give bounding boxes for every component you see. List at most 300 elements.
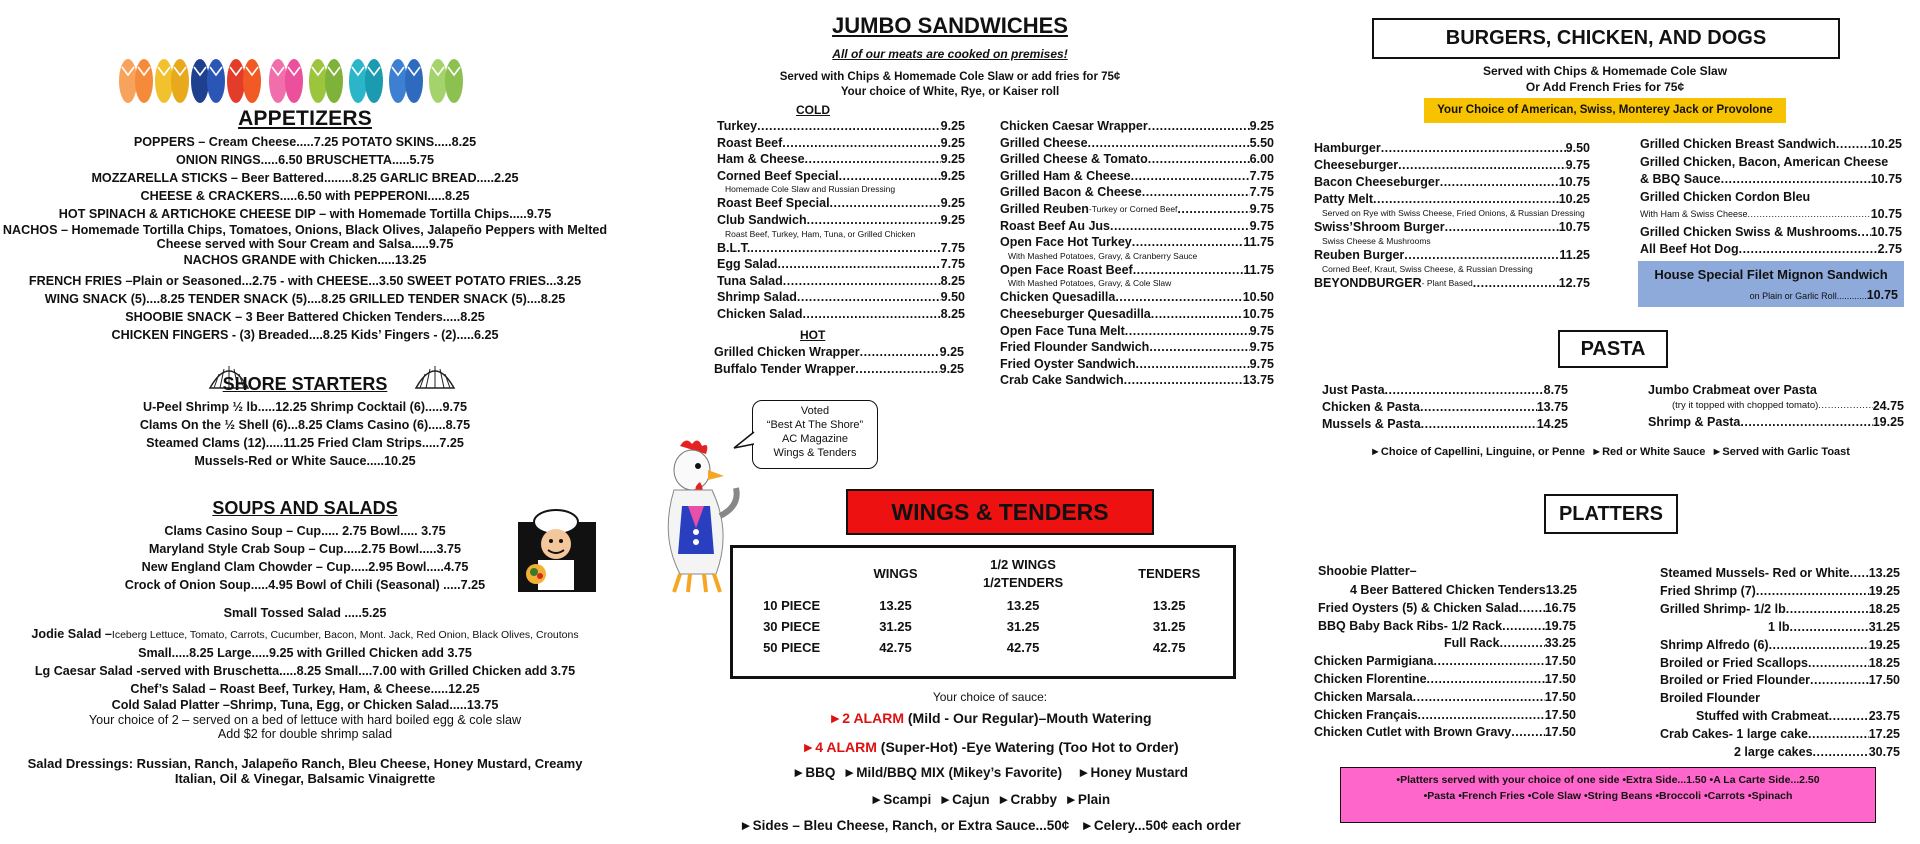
platter-item bbox=[1314, 671, 1576, 689]
sandwich-item bbox=[1000, 356, 1274, 373]
sandwich-item-price: 7.75 bbox=[940, 240, 965, 255]
sandwich-item bbox=[717, 306, 965, 323]
dot-leader bbox=[860, 344, 940, 361]
dot-leader bbox=[1148, 118, 1250, 135]
chicken-item bbox=[1640, 224, 1902, 242]
chicken-item-price: 2.75 bbox=[1877, 242, 1902, 256]
triangle-bullet-icon: ► bbox=[1370, 446, 1381, 458]
salad-line: Small.....8.25 Large.....9.25 with Grilled Chicken add 3.75 bbox=[138, 646, 472, 660]
alarm-4-line bbox=[640, 739, 1340, 755]
sandwich-item bbox=[1000, 323, 1274, 340]
platter-item bbox=[1314, 653, 1576, 671]
appetizer-line: MOZZARELLA STICKS – Beer Battered........8.25 GARLIC BREAD.....2.25 bbox=[91, 171, 519, 185]
burger-item-price: 9.50 bbox=[1565, 141, 1590, 155]
platter-item-price: 17.50 bbox=[1544, 689, 1576, 704]
salad-dressings bbox=[0, 756, 610, 786]
wings-table-row bbox=[733, 616, 1233, 637]
platter-item-price: 13.25 bbox=[1545, 583, 1577, 597]
dot-leader bbox=[1151, 306, 1243, 323]
dot-leader bbox=[1836, 136, 1871, 154]
dot-leader bbox=[1404, 247, 1559, 264]
triangle-bullet-icon: ► bbox=[792, 765, 806, 780]
platter-item-name: Chicken Marsala bbox=[1314, 689, 1413, 704]
dot-leader bbox=[1810, 672, 1869, 690]
sandwich-item-price: 7.75 bbox=[940, 257, 965, 272]
wings-table-box bbox=[730, 545, 1236, 679]
chicken-item-name: With Ham & Swiss Cheese bbox=[1640, 209, 1748, 219]
pasta-title: PASTA bbox=[1558, 330, 1668, 368]
burger-item-name: Hamburger bbox=[1314, 141, 1381, 155]
shore-line: Mussels-Red or White Sauce.....10.25 bbox=[194, 454, 416, 468]
sauces-row-1 bbox=[640, 765, 1340, 780]
alarm-4-desc: (Super-Hot) -Eye Watering (Too Hot to Order) bbox=[876, 739, 1179, 755]
hot-label: HOT bbox=[800, 328, 826, 342]
pasta-item-name: Shrimp & Pasta bbox=[1648, 415, 1741, 429]
seafood-platter-list bbox=[1660, 565, 1900, 762]
wings-table-header-cell: WINGS bbox=[873, 566, 918, 581]
dot-leader bbox=[1857, 224, 1870, 242]
wings-table-cell: 13.25 bbox=[1152, 598, 1186, 613]
dot-leader bbox=[1739, 241, 1878, 259]
sides-option: Sides – Bleu Cheese, Ranch, or Extra Sauce...50¢ bbox=[752, 818, 1070, 833]
sandwich-item-price: 9.25 bbox=[940, 168, 965, 183]
cold-sandwich-list bbox=[717, 118, 965, 323]
soup-line: Crock of Onion Soup.....4.95 Bowl of Chili (Seasonal) .....7.25 bbox=[124, 578, 486, 592]
pasta-item-name: Just Pasta bbox=[1322, 383, 1385, 397]
sandwich-item-price: 10.50 bbox=[1242, 290, 1274, 305]
sandwich-item bbox=[1000, 218, 1274, 235]
burger-item-name: Reuben Burger bbox=[1314, 248, 1405, 262]
sandwich-item-price: 9.25 bbox=[940, 119, 965, 133]
wings-title: WINGS & TENDERS bbox=[846, 489, 1154, 535]
platter-item-name: Crab Cakes- 1 large cake bbox=[1660, 727, 1809, 742]
platter-list bbox=[1314, 582, 1576, 742]
wings-table-cell: 31.25 bbox=[879, 619, 912, 634]
platter-item bbox=[1660, 637, 1900, 655]
appetizers-title: APPETIZERS bbox=[238, 107, 372, 130]
platter-item-name: Chicken Français bbox=[1314, 707, 1418, 722]
dot-leader bbox=[777, 256, 940, 273]
sandwich-item bbox=[717, 118, 965, 135]
platter-item-name: Broiled Flounder bbox=[1660, 691, 1760, 706]
dot-leader bbox=[1473, 275, 1559, 292]
shore-line: Clams On the ½ Shell (6)...8.25 Clams Casino (6).....8.75 bbox=[139, 418, 471, 432]
sandwich-item-price: 13.75 bbox=[1242, 373, 1274, 388]
dot-leader bbox=[1177, 201, 1249, 218]
dot-leader bbox=[1786, 601, 1869, 619]
chicken-item bbox=[1640, 241, 1902, 259]
dot-leader bbox=[1502, 618, 1545, 636]
sandwich-item-price: 9.25 bbox=[940, 212, 965, 227]
chicken-item-name: All Beef Hot Dog bbox=[1640, 242, 1739, 256]
sandwich-item-price: 9.25 bbox=[939, 345, 964, 359]
sandwiches-intro-1: Served with Chips & Homemade Cole Slaw or add fries for 75¢ bbox=[779, 71, 1121, 83]
wings-table-header-cell: 1/2 WINGS 1/2TENDERS bbox=[982, 557, 1064, 590]
platter-item-price: 18.25 bbox=[1868, 655, 1900, 670]
platter-item bbox=[1314, 724, 1576, 742]
triangle-bullet-icon: ► bbox=[801, 739, 816, 755]
sandwiches-tagline: All of our meats are cooked on premises! bbox=[832, 47, 1068, 61]
triangle-bullet-icon: ► bbox=[938, 792, 953, 807]
sandwich-item-price: 9.75 bbox=[1249, 323, 1274, 338]
sides-option: Celery...50¢ each order bbox=[1093, 818, 1241, 833]
burger-item-name: Bacon Cheeseburger bbox=[1314, 175, 1440, 189]
platter-item-price: 19.75 bbox=[1544, 618, 1576, 633]
dot-leader bbox=[1385, 382, 1544, 399]
triangle-bullet-icon: ► bbox=[1080, 818, 1094, 833]
alarm-2-label: 2 ALARM bbox=[842, 710, 904, 726]
dot-leader bbox=[1381, 140, 1566, 157]
dot-leader bbox=[1110, 218, 1250, 235]
dot-leader bbox=[1790, 619, 1869, 637]
sandwich-item-name: Egg Salad bbox=[717, 257, 778, 272]
platter-item bbox=[1660, 744, 1900, 762]
wings-table-cell: 31.25 bbox=[1006, 619, 1040, 634]
house-special-title: House Special Filet Mignon Sandwich bbox=[1654, 267, 1888, 282]
pasta-note-price: 24.75 bbox=[1872, 399, 1904, 413]
pasta-item-name: Chicken & Pasta bbox=[1322, 400, 1420, 414]
alarm-2-desc: (Mild - Our Regular)–Mouth Watering bbox=[903, 710, 1152, 726]
chicken-item-price: 10.75 bbox=[1870, 172, 1902, 186]
sandwich-item-price: 7.75 bbox=[1249, 168, 1274, 183]
sides-row bbox=[640, 818, 1340, 833]
sandwich-item bbox=[717, 168, 965, 185]
dot-leader bbox=[783, 273, 941, 290]
sandwich-item-name: Fried Oyster Sandwich bbox=[1000, 356, 1136, 371]
more-sandwich-list bbox=[1000, 118, 1274, 389]
dot-leader bbox=[1808, 726, 1869, 744]
platter-item-name: Grilled Shrimp- 1/2 lb bbox=[1660, 601, 1786, 616]
salad-line: Your choice of 2 – served on a bed of lettuce with hard boiled egg & cole slaw bbox=[88, 713, 522, 727]
burgers-intro-1: Served with Chips & Homemade Cole Slaw bbox=[1482, 64, 1728, 78]
sauce-option: Plain bbox=[1077, 792, 1111, 807]
dot-leader bbox=[1500, 635, 1545, 653]
sandwich-item-name: Chicken Quesadilla bbox=[1000, 290, 1116, 305]
bubble-line: “Best At The Shore” bbox=[766, 419, 864, 431]
sandwich-item bbox=[717, 289, 965, 306]
burger-item bbox=[1314, 174, 1590, 191]
platter-item-name: Full Rack bbox=[1444, 636, 1500, 651]
shore-starters-title: SHORE STARTERS bbox=[222, 374, 388, 394]
platter-item-price: 17.50 bbox=[1544, 707, 1576, 722]
burger-item-name: Cheeseburger bbox=[1314, 158, 1399, 172]
burgers-intro-2: Or Add French Fries for 75¢ bbox=[1525, 80, 1685, 94]
chef-icon bbox=[516, 508, 598, 594]
sandwich-item-price: 10.75 bbox=[1242, 306, 1274, 321]
wings-table-cell: 42.75 bbox=[879, 640, 912, 655]
sandwich-item bbox=[714, 361, 964, 378]
burger-item-price: 9.75 bbox=[1565, 158, 1590, 172]
shore-line: Steamed Clams (12).....11.25 Fried Clam Strips.....7.25 bbox=[146, 436, 464, 450]
platters-footer-line: •Pasta •French Fries •Cole Slaw •String Beans •Broccoli •Carrots •Spinach bbox=[1423, 790, 1793, 802]
pasta-options bbox=[1300, 446, 1920, 458]
sandwich-item-price: 9.25 bbox=[1249, 119, 1274, 133]
dot-leader bbox=[1133, 262, 1244, 279]
pasta-item-price: 19.25 bbox=[1872, 415, 1904, 429]
sandwich-item-price: 9.75 bbox=[1249, 356, 1274, 371]
dot-leader bbox=[1818, 398, 1872, 414]
sandwich-item-name: Open Face Tuna Melt bbox=[1000, 323, 1125, 338]
burger-item-price: 12.75 bbox=[1558, 276, 1590, 290]
soup-line: Maryland Style Crab Soup – Cup.....2.75 Bowl.....3.75 bbox=[148, 542, 462, 556]
wings-table-cell: 31.25 bbox=[1152, 619, 1186, 634]
sandwich-item-inline-note: -Turkey or Corned Beef bbox=[1088, 203, 1178, 214]
sandwich-item bbox=[717, 256, 965, 273]
platter-item bbox=[1660, 672, 1900, 690]
dot-leader bbox=[1413, 689, 1545, 707]
jodie-salad-desc: Iceberg Lettuce, Tomato, Carrots, Cucumber, Bacon, Mont. Jack, Red Onion, Black Olives, Croutons bbox=[111, 629, 579, 641]
platters-footer-line: •Platters served with your choice of one side •Extra Side...1.50 •A La Carte Side...2.50 bbox=[1396, 774, 1820, 786]
chicken-item bbox=[1640, 154, 1902, 172]
voted-bubble bbox=[752, 400, 878, 469]
chicken-item-price: 10.75 bbox=[1870, 224, 1902, 239]
dot-leader bbox=[1421, 416, 1537, 433]
pasta-item-note bbox=[1648, 398, 1904, 414]
dot-leader bbox=[782, 135, 940, 152]
sandwich-item bbox=[1000, 184, 1274, 201]
bubble-line: Voted bbox=[800, 405, 830, 417]
house-special-box bbox=[1638, 261, 1904, 307]
appetizer-line: CHICKEN FINGERS - (3) Breaded....8.25 Kids’ Fingers - (2).....6.25 bbox=[111, 328, 499, 342]
chicken-item-name: Grilled Chicken, Bacon, American Cheese bbox=[1640, 154, 1889, 169]
dot-leader bbox=[1445, 219, 1559, 236]
dot-leader bbox=[1418, 707, 1545, 725]
sandwiches-title: JUMBO SANDWICHES bbox=[832, 13, 1068, 38]
sandwich-item-price: 9.75 bbox=[1249, 201, 1274, 216]
salad-line: Lg Caesar Salad -served with Bruschetta.....8.25 Small....7.00 with Grilled Chicken add 3.75 bbox=[34, 664, 576, 678]
sandwich-item-name: Grilled Cheese bbox=[1000, 135, 1088, 150]
cold-label: COLD bbox=[796, 103, 830, 117]
dot-leader bbox=[805, 151, 941, 168]
pasta-item bbox=[1322, 382, 1568, 399]
dot-leader bbox=[1142, 184, 1250, 201]
dressing-line: Italian, Oil & Vinegar, Balsamic Vinaigrette bbox=[174, 771, 436, 786]
wings-table-cell: 13.25 bbox=[879, 598, 912, 613]
platter-item-name: Chicken Florentine bbox=[1314, 671, 1427, 686]
sandwich-item-name: Grilled Chicken Wrapper bbox=[714, 345, 860, 359]
sandwich-item-price: 5.50 bbox=[1249, 135, 1274, 150]
dot-leader bbox=[1756, 583, 1869, 601]
salad-line: Add $2 for double shrimp salad bbox=[217, 727, 393, 741]
wings-table-cell: 30 PIECE bbox=[763, 619, 821, 634]
sandwich-item-price: 9.25 bbox=[940, 135, 965, 150]
triangle-bullet-icon: ► bbox=[1077, 765, 1091, 780]
platter-item bbox=[1314, 582, 1576, 600]
wings-table-row bbox=[733, 595, 1233, 616]
dot-leader bbox=[757, 118, 941, 135]
sauce-option: BBQ bbox=[805, 765, 836, 780]
wings-table-row bbox=[733, 637, 1233, 658]
triangle-bullet-icon: ► bbox=[739, 818, 753, 833]
bubble-line: AC Magazine bbox=[781, 433, 849, 445]
dot-leader bbox=[1148, 151, 1250, 168]
triangle-bullet-icon: ► bbox=[1711, 446, 1723, 458]
house-special-price: 10.75 bbox=[1866, 288, 1898, 302]
platter-item-name: Broiled or Fried Flounder bbox=[1660, 673, 1811, 688]
platter-item-name: Chicken Parmigiana bbox=[1314, 654, 1434, 669]
sandwich-item-name: B.L.T. bbox=[717, 240, 751, 255]
triangle-bullet-icon: ► bbox=[1591, 446, 1603, 458]
sandwich-item-name: Corned Beef Special bbox=[717, 168, 839, 183]
pasta-option: Choice of Capellini, Linguine, or Penne bbox=[1380, 446, 1586, 458]
platter-item-price: 33.25 bbox=[1544, 636, 1576, 651]
sandwich-item bbox=[717, 195, 965, 212]
pasta-item bbox=[1648, 382, 1904, 398]
sauce-intro: Your choice of sauce: bbox=[932, 690, 1048, 704]
platter-item bbox=[1660, 690, 1900, 708]
platter-item bbox=[1314, 600, 1576, 618]
platter-item bbox=[1660, 726, 1900, 744]
soups-title: SOUPS AND SALADS bbox=[212, 498, 398, 518]
dot-leader bbox=[1427, 671, 1545, 689]
platter-item-name: Fried Shrimp (7) bbox=[1660, 583, 1756, 598]
sandwich-item bbox=[1000, 234, 1274, 251]
sandwich-item bbox=[1000, 339, 1274, 356]
wings-table-cell: 13.25 bbox=[1006, 598, 1040, 613]
dot-leader bbox=[1440, 174, 1559, 191]
platter-item-name: Chicken Cutlet with Brown Gravy bbox=[1314, 725, 1512, 740]
sandwich-item bbox=[1000, 201, 1274, 218]
dot-leader bbox=[830, 195, 941, 212]
platter-item-price: 23.75 bbox=[1868, 709, 1900, 724]
dot-leader bbox=[797, 289, 941, 306]
platter-item-price: 17.25 bbox=[1868, 727, 1900, 742]
dot-leader bbox=[1135, 356, 1249, 373]
sandwich-item-name: Turkey bbox=[717, 119, 758, 133]
sandwich-item-name: Buffalo Tender Wrapper bbox=[714, 362, 856, 376]
platter-item-price: 30.75 bbox=[1868, 745, 1900, 760]
platter-item-price: 18.25 bbox=[1868, 601, 1900, 616]
platter-item-name: Fried Oysters (5) & Chicken Salad bbox=[1318, 600, 1519, 615]
shore-list bbox=[0, 398, 610, 470]
platter-item-name: Stuffed with Crabmeat bbox=[1696, 709, 1829, 724]
pasta-note: (try it topped with chopped tomato) bbox=[1672, 400, 1819, 411]
sandwich-item-name: Chicken Salad bbox=[717, 306, 803, 321]
pasta-item-price: 13.75 bbox=[1536, 400, 1568, 414]
pasta-item-price: 14.25 bbox=[1536, 417, 1568, 431]
salad-line: Chef’s Salad – Roast Beef, Turkey, Ham, & Cheese.....12.25 bbox=[130, 682, 480, 696]
sandwich-item bbox=[717, 135, 965, 152]
sandwich-item-name: Roast Beef Special bbox=[717, 196, 830, 211]
wings-table-cell: 42.75 bbox=[1152, 640, 1186, 655]
appetizer-line: POPPERS – Cream Cheese.....7.25 POTATO SKINS.....8.25 bbox=[133, 135, 477, 149]
sauce-option: Crabby bbox=[1010, 792, 1058, 807]
sandwich-item-name: Cheeseburger Quesadilla bbox=[1000, 306, 1151, 321]
sandwich-item bbox=[1000, 118, 1274, 135]
wings-table-cell: 50 PIECE bbox=[763, 640, 821, 655]
platter-item bbox=[1660, 601, 1900, 619]
chicken-item bbox=[1640, 206, 1902, 224]
sandwich-item-price: 7.75 bbox=[1249, 185, 1274, 200]
sandwich-item bbox=[1000, 151, 1274, 168]
platters-footer bbox=[1340, 767, 1876, 823]
pasta-item bbox=[1322, 416, 1568, 433]
burger-item-price: 11.25 bbox=[1559, 248, 1590, 262]
jodie-salad-name: Jodie Salad – bbox=[31, 627, 112, 641]
dot-leader bbox=[1721, 171, 1871, 189]
sandwiches-intro-2: Your choice of White, Rye, or Kaiser roll bbox=[840, 86, 1060, 98]
sandwich-item-name: Grilled Bacon & Cheese bbox=[1000, 185, 1142, 200]
sandwich-item-price: 9.75 bbox=[1249, 340, 1274, 355]
dot-leader bbox=[1373, 191, 1559, 208]
dot-leader bbox=[1748, 206, 1871, 224]
platter-item-price: 17.50 bbox=[1544, 725, 1576, 740]
alarm-2-line bbox=[640, 710, 1340, 726]
sandwich-item-name: Crab Cake Sandwich bbox=[1000, 373, 1124, 388]
platter-item-name: Shrimp Alfredo (6) bbox=[1660, 637, 1769, 652]
sandwich-item-name: Ham & Cheese bbox=[717, 152, 805, 167]
sandwich-item-name: Tuna Salad bbox=[717, 273, 783, 288]
burger-item bbox=[1314, 219, 1590, 236]
sandwich-item bbox=[717, 240, 965, 257]
sandwich-item bbox=[717, 151, 965, 168]
triangle-bullet-icon: ► bbox=[1064, 792, 1078, 807]
chicken-item-name: & BBQ Sauce bbox=[1640, 172, 1721, 186]
platter-item-name: 2 large cakes bbox=[1734, 745, 1813, 760]
dot-leader bbox=[1850, 565, 1869, 583]
sandwich-item-name: Grilled Reuben bbox=[1000, 201, 1089, 216]
sandwich-item bbox=[1000, 135, 1274, 152]
sauces-row-2 bbox=[640, 792, 1340, 807]
cheese-choice-banner: Your Choice of American, Swiss, Monterey Jack or Provolone bbox=[1424, 98, 1786, 123]
platters-title: PLATTERS bbox=[1544, 494, 1678, 534]
sandwich-item-price: 9.25 bbox=[940, 196, 965, 211]
platter-item-price: 16.75 bbox=[1544, 600, 1576, 615]
flip-flops-icon bbox=[118, 55, 490, 107]
sandwich-item-name: Grilled Cheese & Tomato bbox=[1000, 152, 1148, 167]
platter-item-price: 19.25 bbox=[1868, 637, 1900, 652]
house-special-roll: on Plain or Garlic Roll bbox=[1749, 291, 1837, 301]
chicken-item bbox=[1640, 136, 1902, 154]
salads-list bbox=[0, 604, 610, 741]
triangle-bullet-icon: ► bbox=[997, 792, 1011, 807]
dot-leader bbox=[855, 361, 939, 378]
dot-leader: ............ bbox=[1836, 291, 1867, 301]
appetizer-line: FRENCH FRIES –Plain or Seasoned...2.75 - with CHEESE...3.50 SWEET POTATO FRIES...3.25 bbox=[28, 274, 582, 288]
triangle-bullet-icon: ► bbox=[828, 710, 843, 726]
chicken-item-price: 10.25 bbox=[1870, 137, 1902, 151]
sandwich-item-name: Roast Beef Au Jus bbox=[1000, 218, 1110, 233]
platter-item-price: 13.25 bbox=[1868, 566, 1900, 580]
dot-leader bbox=[1420, 399, 1537, 416]
dot-leader bbox=[1132, 234, 1244, 251]
dressing-line: Salad Dressings: Russian, Ranch, Jalapeño Ranch, Bleu Cheese, Honey Mustard, Creamy bbox=[27, 756, 583, 771]
pasta-option: Served with Garlic Toast bbox=[1722, 446, 1850, 458]
sandwich-item-name: Grilled Ham & Cheese bbox=[1000, 168, 1131, 183]
sandwich-item bbox=[1000, 289, 1274, 306]
sandwich-item-price: 6.00 bbox=[1249, 152, 1274, 167]
pasta-list bbox=[1322, 382, 1568, 433]
sandwich-item-note: Homemade Cole Slaw and Russian Dressing bbox=[725, 184, 896, 195]
sandwich-item-price: 9.25 bbox=[939, 362, 964, 376]
appetizers-list bbox=[0, 133, 610, 344]
dot-leader bbox=[839, 168, 941, 185]
wings-table-header-cell bbox=[733, 548, 850, 595]
platter-item-name: 4 Beer Battered Chicken Tenders bbox=[1350, 583, 1546, 597]
burger-item-inline-note: - Plant Based bbox=[1421, 278, 1473, 288]
sandwich-item-name: Fried Flounder Sandwich bbox=[1000, 340, 1150, 355]
burger-item-name: BEYONDBURGER bbox=[1314, 276, 1422, 290]
platter-item bbox=[1314, 635, 1576, 653]
shoobie-platter-title: Shoobie Platter– bbox=[1318, 564, 1417, 578]
platter-item bbox=[1660, 655, 1900, 673]
soup-line: New England Clam Chowder – Cup.....2.95 Bowl.....4.75 bbox=[141, 560, 469, 574]
soup-line: Clams Casino Soup – Cup..... 2.75 Bowl..... 3.75 bbox=[164, 524, 446, 538]
salad-line bbox=[0, 625, 610, 644]
sandwich-item bbox=[717, 273, 965, 290]
appetizer-line: HOT SPINACH & ARTICHOKE CHEESE DIP – with Homemade Tortilla Chips.....9.75 bbox=[58, 207, 552, 221]
sandwich-item-note: With Mashed Potatoes, Gravy, & Cranberry Sauce bbox=[1008, 250, 1198, 261]
